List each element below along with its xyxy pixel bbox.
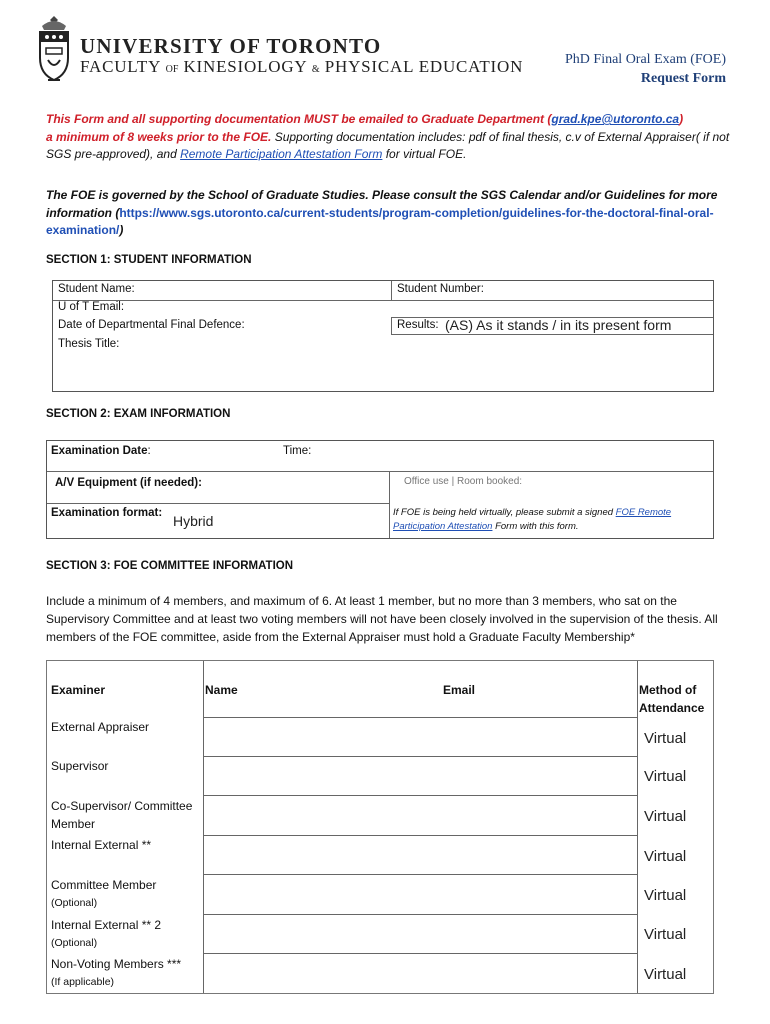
- exam-date-label: Examination Date:: [51, 445, 151, 457]
- office-use-label: Office use | Room booked:: [404, 476, 523, 487]
- table-row: Internal External ** 2 (Optional): [51, 918, 162, 949]
- col-email-header: Email: [443, 683, 476, 697]
- student-info-box: [52, 280, 714, 392]
- university-name: UNIVERSITY OF TORONTO: [80, 34, 382, 58]
- col-examiner-header: Examiner: [51, 683, 106, 697]
- col-name-header: Name: [205, 683, 238, 697]
- method-value[interactable]: Virtual: [644, 926, 687, 943]
- exam-format-value[interactable]: Hybrid: [173, 513, 214, 529]
- email-label: U of T Email:: [58, 301, 125, 313]
- exam-info-box: [46, 440, 714, 539]
- results-label: Results:: [397, 319, 439, 331]
- student-name-label: Student Name:: [58, 283, 135, 295]
- committee-requirements: Include a minimum of 4 members, and maximum of 6. At least 1 member, but no more than 3 members, who sat on the Supervisory Committee and at least two voting members will not have been closely involved in the supervision of the thesis. All members of the FOE committee, aside from the External Appraiser must hold a Graduate Faculty Membership*: [46, 594, 718, 644]
- table-row: Co-Supervisor/ Committee Member: [51, 799, 193, 831]
- committee-table: [46, 660, 714, 994]
- method-value[interactable]: Virtual: [644, 966, 687, 983]
- col-method-header: Method of Attendance: [639, 683, 705, 715]
- method-value[interactable]: Virtual: [644, 808, 687, 825]
- table-row: Internal External **: [51, 838, 152, 852]
- university-crest-logo: [36, 14, 72, 84]
- thesis-title-label: Thesis Title:: [58, 338, 120, 350]
- section-2-heading: SECTION 2: EXAM INFORMATION: [46, 408, 231, 420]
- results-value[interactable]: (AS) As it stands / in its present form: [445, 317, 672, 333]
- submission-instructions: This Form and all supporting documentation MUST be emailed to Graduate Department (grad.kpe@utoronto.ca) a minimum of 8 weeks prior to the FOE. Supporting documentation includes: pdf of final thesis, c.v of External Appraiser( if not SGS pre-approved), and Remote Participation Attestation Form for virtual FOE.: [46, 112, 730, 161]
- exam-format-label: Examination format:: [51, 507, 163, 519]
- table-row: Committee Member (Optional): [51, 878, 157, 909]
- foe-remote-attestation-link[interactable]: FOE Remote Participation Attestation: [393, 507, 672, 532]
- section-3-heading: SECTION 3: FOE COMMITTEE INFORMATION: [46, 560, 294, 572]
- time-label: Time:: [283, 445, 312, 457]
- grad-email-link[interactable]: grad.kpe@utoronto.ca: [551, 112, 680, 126]
- student-number-label: Student Number:: [397, 283, 484, 295]
- method-value[interactable]: Virtual: [644, 887, 687, 904]
- remote-participation-form-link[interactable]: Remote Participation Attestation Form: [180, 147, 383, 161]
- table-row: External Appraiser: [51, 720, 150, 734]
- table-row: Non-Voting Members *** (If applicable): [51, 957, 182, 988]
- defence-date-label: Date of Departmental Final Defence:: [58, 319, 245, 331]
- method-value[interactable]: Virtual: [644, 848, 687, 865]
- table-row: Supervisor: [51, 759, 109, 773]
- sgs-guidelines-note: The FOE is governed by the School of Graduate Studies. Please consult the SGS Calendar and/or Guidelines for more information (https://www.sgs.utoronto.ca/current-students/program-completion/guidelines-for-the-doctoral-final-oral-examination/): [46, 188, 718, 237]
- av-equipment-label: A/V Equipment (if needed):: [55, 477, 202, 489]
- method-value[interactable]: Virtual: [644, 730, 687, 747]
- form-title-line-1: PhD Final Oral Exam (FOE): [565, 52, 726, 67]
- virtual-note: If FOE is being held virtually, please submit a signed FOE Remote Participation Attestation Form with this form.: [393, 507, 672, 532]
- section-1-heading: SECTION 1: STUDENT INFORMATION: [46, 254, 252, 266]
- form-title-line-2: Request Form: [640, 71, 726, 86]
- sgs-guidelines-link[interactable]: https://www.sgs.utoronto.ca/current-students/program-completion/guidelines-for-the-doctoral-final-oral-examination/: [46, 205, 714, 237]
- form-title: [565, 50, 726, 88]
- method-value[interactable]: Virtual: [644, 768, 687, 785]
- faculty-name: FACULTY OF KINESIOLOGY & PHYSICAL EDUCATION: [80, 57, 524, 76]
